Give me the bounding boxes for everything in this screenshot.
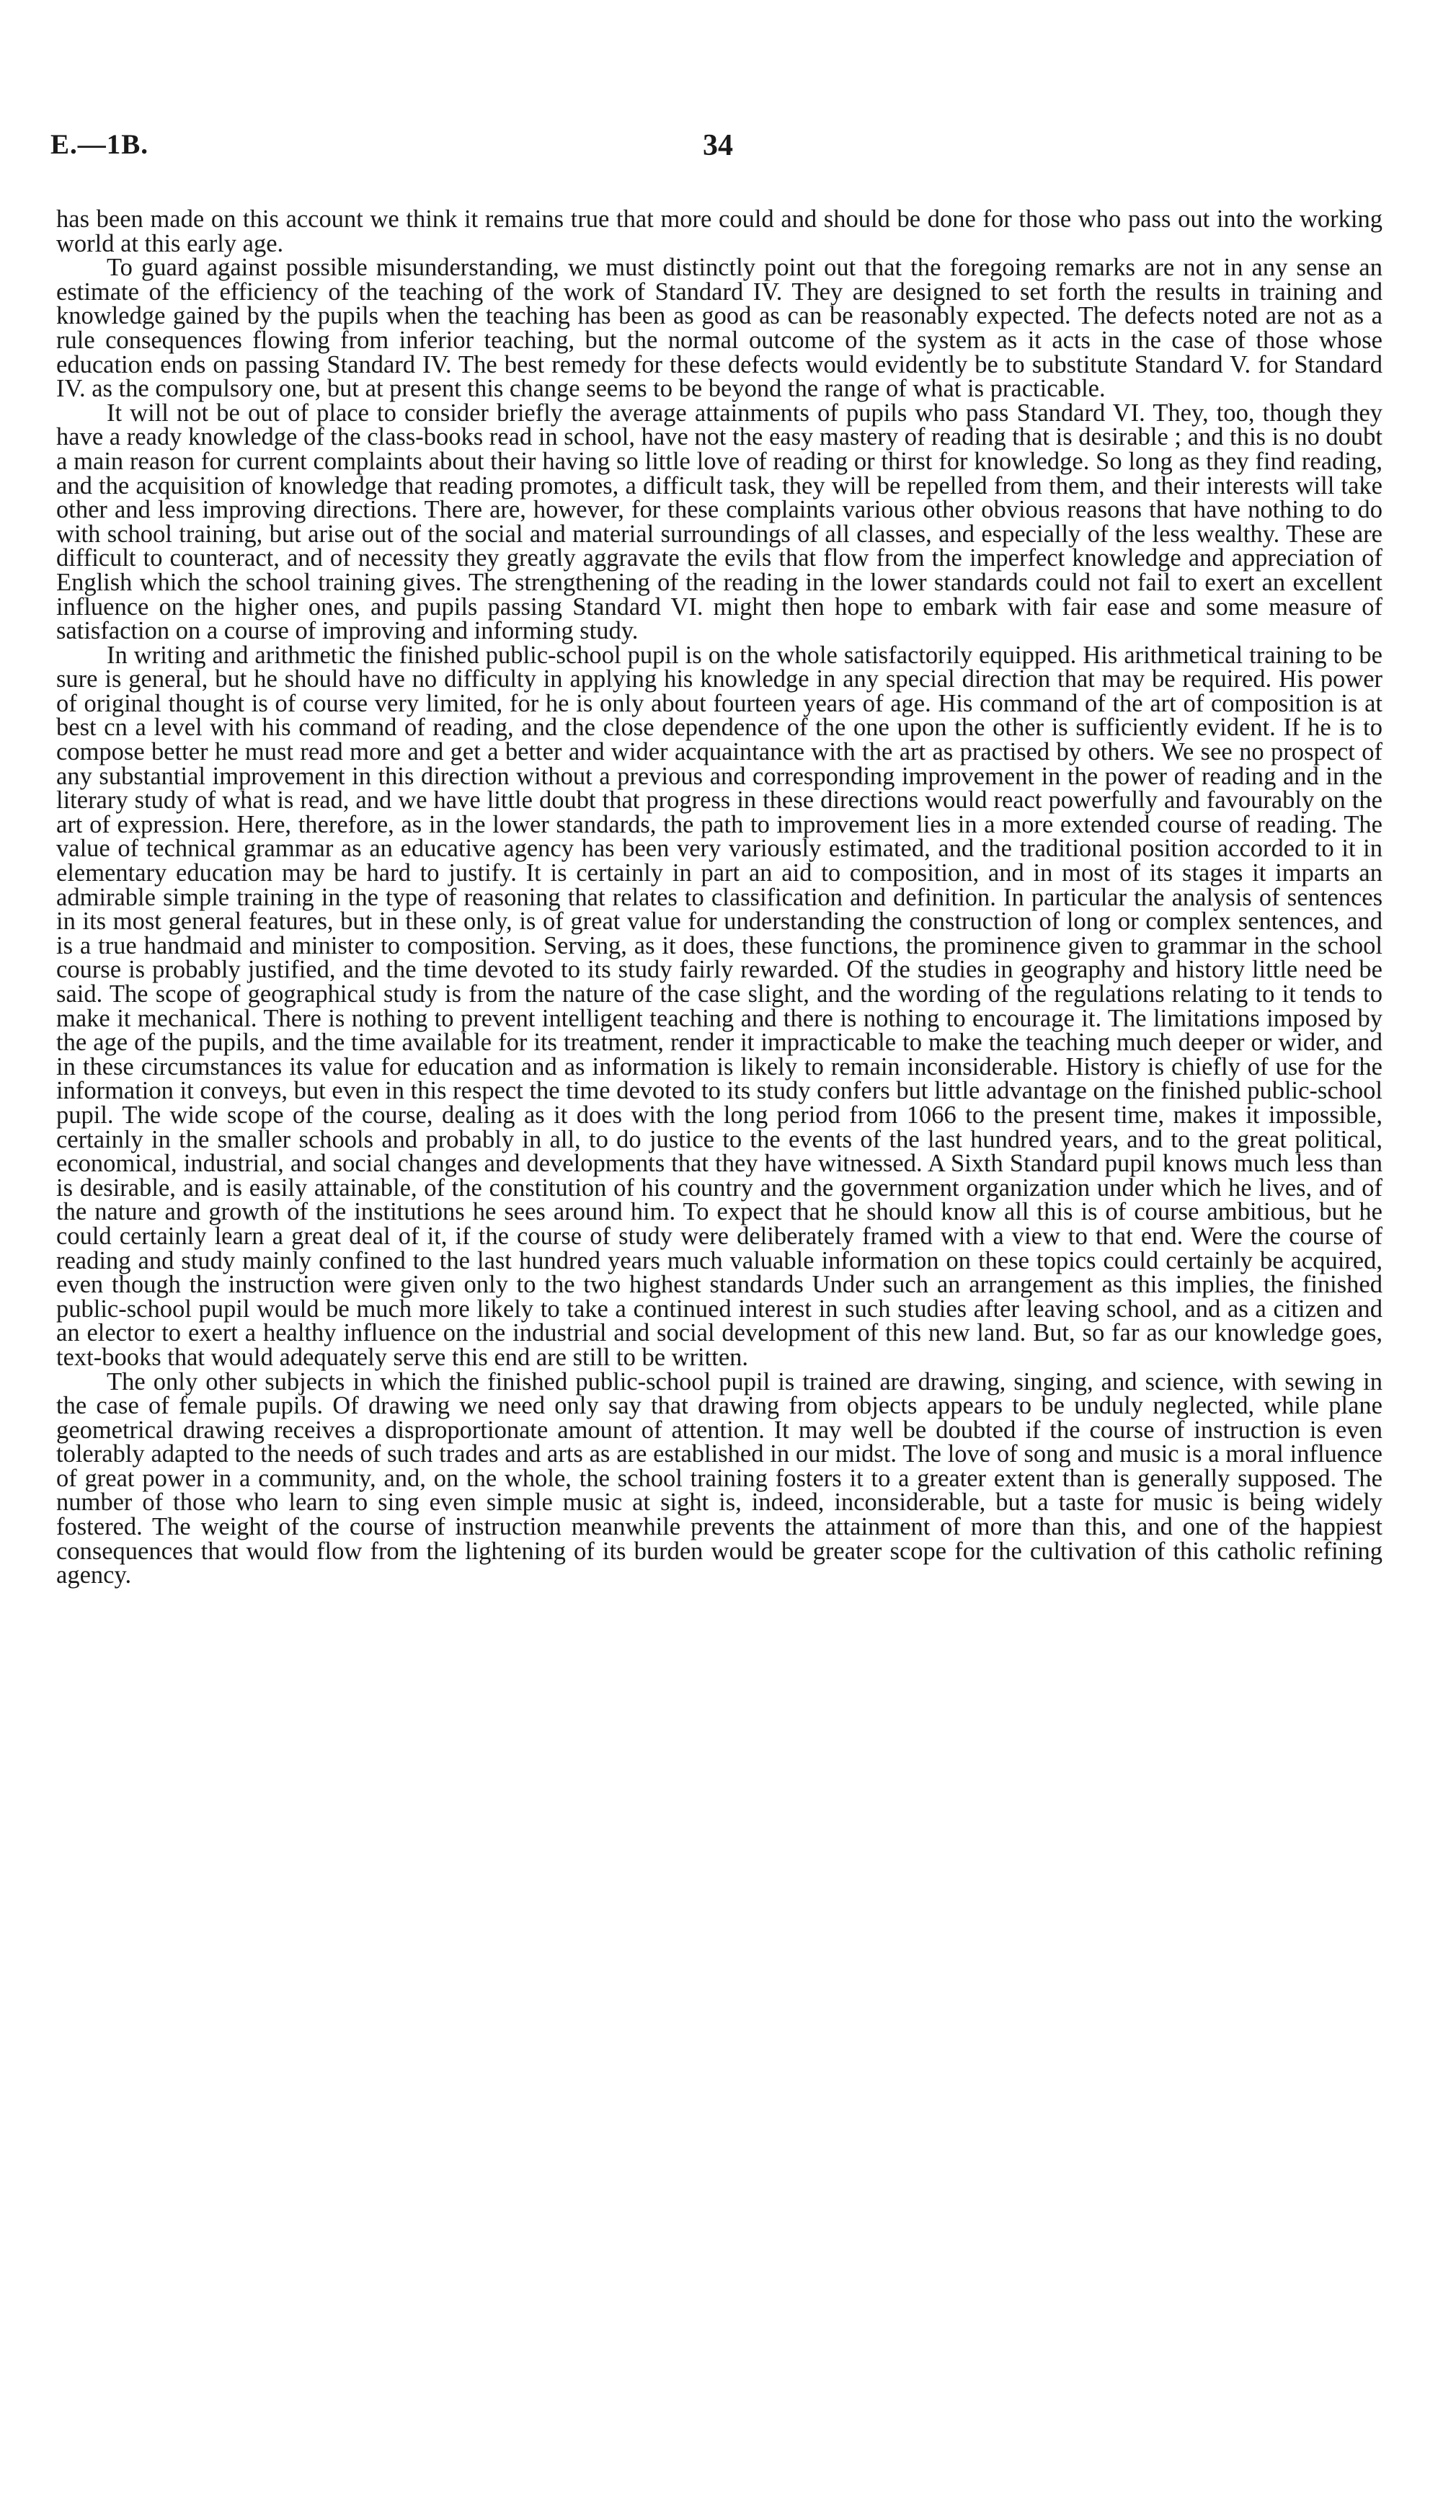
paragraph-writing-arithmetic: In writing and arithmetic the finished public-school pupil is on the whole satisfactorily equipped. His arithmetical training to be sure is general, but he should have no difficulty in applying his knowledge in any special direction that may be required. His power of original thought is of course very limited, for he is only about fourteen years of age. His command of the art of composition is at best cn a level with his command of reading, and the close dependence of the one upon the other is sufficiently evident. If he is to compose better he must read more and get a better and wider acquaintance with the art as practised by others. We see no prospect of any substantial improvement in this direction without a previous and corresponding improvement in the power of reading and in the literary study of what is read, and we have little doubt that progress in these directions would react powerfully and favourably on the art of expression. Here, therefore, as in the lower standards, the path to improvement lies in a more extended course of reading. The value of technical grammar as an educative agency has been very variously estimated, and the traditional position accorded to it in elementary education may be hard to justify. It is certainly in part an aid to composition, and in most of its stages it imparts an admirable simple training in the type of reasoning that relates to classification and definition. In particular the analysis of sentences in its most general features, but in these only, is of great value for understanding the construction of long or complex sentences, and is a true handmaid and minister to composition. Serving, as it does, these functions, the prominence given to grammar in the school course is probably justified, and the time devoted to its study fairly rewarded. Of the studies in geography and history little need be said. The scope of geographical study is from the nature of the case slight, and the wording of the regulations relating to it tends to make it mechanical. There is nothing to prevent intelligent teaching and there is nothing to encourage it. The limitations imposed by the age of the pupils, and the time available for its treatment, render it impracticable to make the teaching much deeper or wider, and in these circumstances its value for education and as information is likely to remain inconsiderable. History is chiefly of use for the information it conveys, but even in this respect the time devoted to its study confers but little advantage on the finished public-school pupil. The wide scope of the course, dealing as it does with the long period from 1066 to the present time, makes it impossible, certainly in the smaller schools and probably in all, to do justice to the events of the last hundred years, and to the great political, economical, industrial, and social changes and developments that they have witnessed. A Sixth Standard pupil knows much less than is desirable, and is easily attainable, of the constitution of his country and the government organization under which he lives, and of the nature and growth of the institutions he sees around him. To expect that he should know all this is of course ambitious, but he could certainly learn a great deal of it, if the course of study were deliberately framed with a view to that end. Were the course of reading and study mainly confined to the last hundred years much valuable information on these topics could certainly be acquired, even though the instruction were given only to the two highest standards Under such an arrangement as this implies, the finished public-school pupil would be much more likely to take a continued interest in such studies after leaving school, and as a citizen and an elector to exert a healthy influence on the industrial and social development of this new land. But, so far as our knowledge goes, text-books that would adequately serve this end are still to be written. [56, 641, 1382, 1371]
page-number: 34 [703, 129, 733, 162]
document-reference: E.—1B. [50, 129, 149, 160]
paragraph-standard-six: It will not be out of place to consider briefly the average attainments of pupils who pass Standard VI. They, too, though they have a ready knowledge of the class-books read in school, have not the easy mastery of reading that is desirable ; and this is no doubt a main reason for current complaints about their having so little love of reading or thirst for knowledge. So long as they find reading, and the acquisition of knowledge that reading promotes, a difficult task, they will be repelled from them, and their interests will take other and less improving directions. There are, however, for these complaints various other obvious reasons that have nothing to do with school training, but arise out of the social and material surroundings of all classes, and especially of the less wealthy. These are difficult to counteract, and of necessity they greatly aggravate the evils that flow from the imperfect knowledge and appreciation of English which the school training gives. The strengthening of the reading in the lower standards could not fail to exert an excellent influence on the higher ones, and pupils passing Standard VI. might then hope to embark with fair ease and some measure of satisfaction on a course of improving and informing study. [56, 399, 1382, 645]
paragraph-other-subjects: The only other subjects in which the finished public-school pupil is trained are drawing, singing, and science, with sewing in the case of female pupils. Of drawing we need only say that drawing from objects appears to be unduly neglected, while plane geometrical drawing receives a disproportionate amount of attention. It may well be doubted if the course of instruction is even tolerably adapted to the needs of such trades and arts as are established in our midst. The love of song and music is a moral influence of great power in a community, and, on the whole, the school training fosters it to a greater extent than is generally supposed. The number of those who learn to sing even simple music at sight is, indeed, inconsiderable, but a taste for music is being widely fostered. The weight of the course of instruction meanwhile prevents the attainment of more than this, and one of the happiest consequences that would flow from the lightening of its burden would be greater scope for the cultivation of this catholic refining agency. [56, 1367, 1382, 1589]
page-header [50, 128, 1370, 172]
paragraph-misunderstanding: To guard against possible misunderstanding, we must distinctly point out that the foregoing remarks are not in any sense an estimate of the efficiency of the teaching of the work of Standard IV. They are designed to set forth the results in training and knowledge gained by the pupils when the teaching has been as good as can be reasonably expected. The defects noted are not as a rule consequences flowing from inferior teaching, but the normal outcome of the system as it acts in the case of those whose education ends on passing Standard IV. The best remedy for these defects would evidently be to substitute Standard V. for Standard IV. as the compulsory one, but at present this change seems to be beyond the range of what is practicable. [56, 254, 1382, 403]
paragraph-continued: has been made on this account we think it remains true that more could and should be done for those who pass out into the working world at this early age. [56, 205, 1382, 257]
body-text [56, 205, 1382, 1589]
